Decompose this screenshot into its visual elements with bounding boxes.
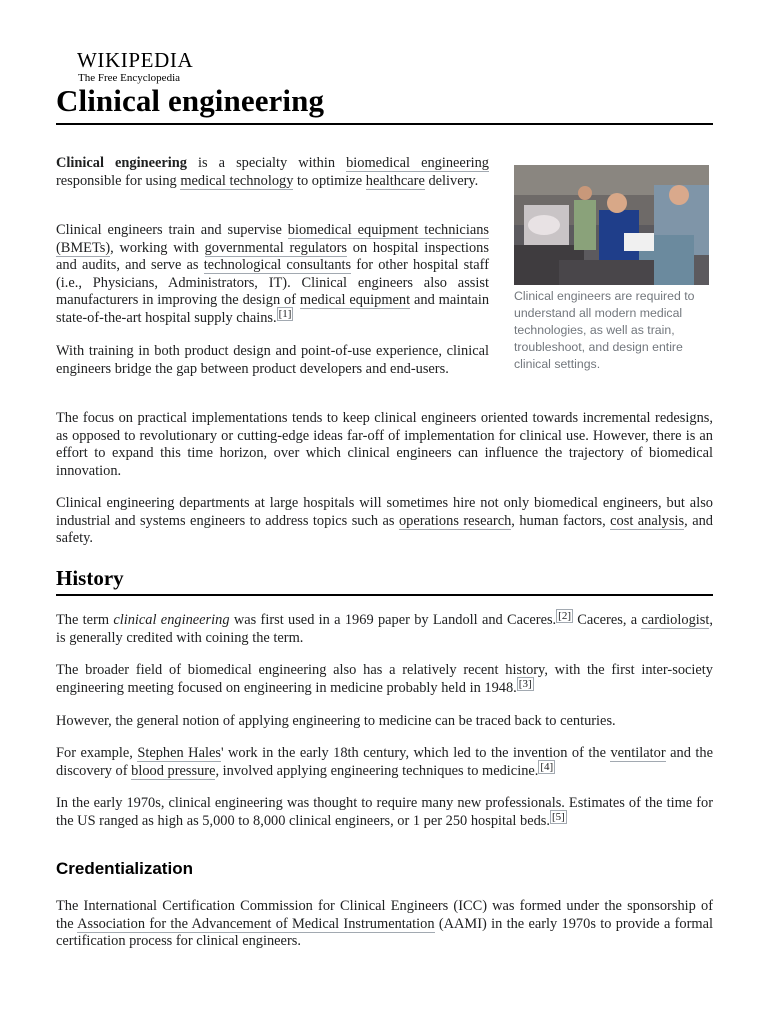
- intro-paragraph-5: [56, 495, 713, 548]
- text: The broader field of biomedical engineering also has a relatively recent history, with the first inter-society engineering meeting focused on engineering in medicine probably held in 1948.: [56, 662, 713, 696]
- text: , and safety.: [56, 512, 713, 546]
- reference-5[interactable]: [5]: [551, 810, 565, 823]
- text: For example,: [56, 745, 138, 761]
- link-cardiologist[interactable]: cardiologist: [641, 612, 710, 628]
- reference-2[interactable]: [2]: [558, 610, 571, 622]
- text: , is generally credited with coining the term.: [56, 612, 713, 646]
- logo-wordmark: WIKIPEDIA: [77, 48, 194, 72]
- text: ' work in the early 18th century, which led to the invention of the: [220, 745, 611, 761]
- link-medical-technology[interactable]: medical technology: [180, 172, 294, 189]
- link-governmental-regulators[interactable]: governmental regulators: [204, 239, 347, 256]
- clinical-staff-photo[interactable]: [514, 165, 709, 285]
- intro-paragraph-4: The focus on practical implementations tends to keep clinical engineers oriented towards incremental redesigns, as opposed to revolutionary or cutting-edge ideas far-off of implementation for clinical use. However, there is an effort to expand this time horizon, over which clinical engineers can influence the trajectory of biomedical innovation.: [56, 410, 713, 479]
- text: Clinical engineering departments at large hospitals will sometimes hire not only biomedical engineers, but also industrial and systems engineers to address topics such as: [56, 495, 713, 529]
- figure-caption: Clinical engineers are required to understand all modern medical technologies, as well as train, troubleshoot, and design entire clinical settings.: [514, 289, 695, 371]
- figure: [514, 165, 709, 373]
- link-biomedical-engineering[interactable]: biomedical engineering: [346, 155, 489, 171]
- intro-paragraph-1: [56, 155, 489, 190]
- bold-term: Clinical engineering: [56, 155, 187, 171]
- intro-paragraph-3: With training in both product design and point-of-use experience, clinical engineers bridge the gap between product developers and end-users.: [56, 343, 489, 377]
- logo-tagline: The Free Encyclopedia: [78, 72, 181, 84]
- text: In the early 1970s, clinical engineering was thought to require many new professionals. Estimates of the time for the US ranged as high as 5,000 to 8,000 clinical engineers, or 1 per 250 hospital beds.: [56, 795, 713, 829]
- reference-1[interactable]: [1]: [278, 307, 292, 320]
- text: , working with: [110, 239, 205, 256]
- text: , human factors,: [511, 512, 611, 529]
- reference-4[interactable]: [4]: [540, 760, 554, 773]
- text: to optimize: [293, 172, 366, 189]
- text: The term: [56, 612, 114, 628]
- link-cost-analysis[interactable]: cost analysis: [610, 512, 685, 529]
- reference-3[interactable]: [3]: [518, 677, 532, 690]
- text: is a specialty within: [186, 155, 347, 171]
- page-title: Clinical engineering: [56, 83, 325, 118]
- text: The International Certification Commission for Clinical Engineers (ICC) was formed under the sponsorship of the: [56, 898, 713, 932]
- italic-term: clinical engineering: [113, 612, 230, 628]
- wikipedia-logo[interactable]: [77, 50, 193, 84]
- link-blood-pressure[interactable]: blood pressure: [131, 762, 216, 779]
- credentialization-heading: Credentialization: [56, 859, 193, 878]
- link-medical-equipment[interactable]: medical equipment: [299, 292, 411, 308]
- text: was first used in a 1969 paper by Landoll and Caceres.: [229, 612, 557, 628]
- link-operations-research[interactable]: operations research: [398, 512, 512, 529]
- text: and maintain state-of-the-art hospital supply chains.: [56, 292, 490, 326]
- link-aami[interactable]: Association for the Advancement of Medical Instrumentation: [77, 915, 435, 932]
- intro-paragraph-2: [56, 222, 489, 327]
- text: on hospital inspections and audits, and serve as: [56, 239, 489, 273]
- history-paragraph-5: [56, 795, 713, 830]
- link-technological-consultants[interactable]: technological consultants: [203, 257, 352, 273]
- link-bmet[interactable]: biomedical equipment technicians (BMETs): [56, 222, 489, 256]
- history-divider: [56, 594, 713, 596]
- text: Caceres, a: [573, 612, 642, 628]
- history-paragraph-2: [56, 662, 713, 697]
- text: Clinical engineers train and supervise: [56, 222, 288, 238]
- history-paragraph-3: However, the general notion of applying engineering to medicine can be traced back to centuries.: [56, 713, 616, 729]
- link-healthcare[interactable]: healthcare: [365, 172, 425, 189]
- text: and the discovery of: [56, 745, 713, 779]
- credentialization-paragraph-1: [56, 898, 713, 951]
- link-stephen-hales[interactable]: Stephen Hales: [137, 745, 221, 761]
- text: responsible for using: [56, 172, 181, 189]
- text: , involved applying engineering techniques to medicine.: [215, 762, 539, 779]
- link-ventilator[interactable]: ventilator: [610, 745, 666, 761]
- text: for other hospital staff (i.e., Physicians, Administrators, IT). Clinical engineers also assist manufacturers in improving the design of: [56, 257, 489, 308]
- history-paragraph-4: [56, 745, 713, 780]
- history-paragraph-1: [56, 612, 713, 647]
- history-heading: History: [56, 566, 124, 590]
- title-divider: [56, 123, 713, 125]
- text: (AAMI) in the early 1970s to provide a formal certification process for clinical engineers.: [56, 915, 713, 949]
- text: delivery.: [424, 172, 479, 189]
